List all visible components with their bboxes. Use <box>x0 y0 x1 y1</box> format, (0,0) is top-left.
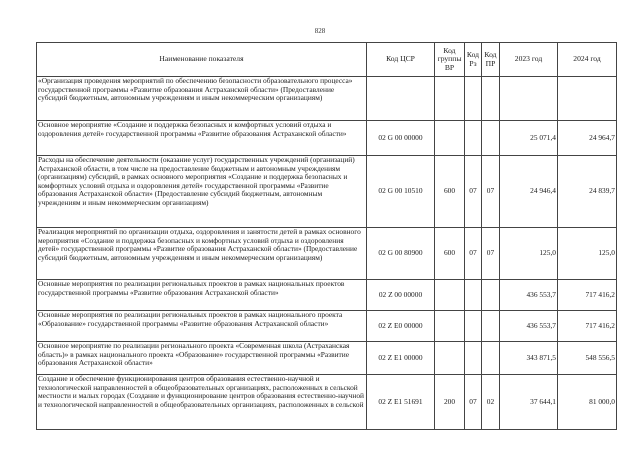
budget-table <box>36 42 617 430</box>
cell-2024: 24 964,7 <box>558 121 617 156</box>
cell-name: Создание и обеспечение функционирования центров образования естественно-научной и технологической направленностей в общеобразовательных организациях, расположенных в сельской местности и малых городах (Создание и функционирование центров образования естественно-научной и технологической направленностей в общеобразовательных организациях, расположенных в сельской <box>37 375 367 430</box>
cell-2024: 548 556,5 <box>558 342 617 375</box>
cell-pr <box>482 342 500 375</box>
cell-rz: 07 <box>465 156 482 228</box>
cell-2024: 717 416,2 <box>558 280 617 311</box>
cell-rz <box>465 121 482 156</box>
cell-2023 <box>500 77 558 121</box>
cell-rz <box>465 280 482 311</box>
table-row <box>37 121 617 156</box>
page-number: 828 <box>314 27 326 35</box>
cell-csr: 02 Z E1 00000 <box>367 342 435 375</box>
cell-name: Основное мероприятие по реализации регионального проекта «Современная школа (Астраханская область)» в рамках национального проекта «Образование» государственной программы «Развитие образования Астраханской области» <box>37 342 367 375</box>
cell-pr <box>482 77 500 121</box>
cell-2023: 125,0 <box>500 228 558 280</box>
cell-vr <box>435 121 465 156</box>
cell-csr: 02 Z E0 00000 <box>367 311 435 342</box>
cell-name: Основные мероприятия по реализации региональных проектов в рамках национальных проектов государственной программы «Развитие образования Астраханской области» <box>37 280 367 311</box>
cell-csr: 02 G 00 10510 <box>367 156 435 228</box>
cell-pr <box>482 311 500 342</box>
cell-vr: 600 <box>435 156 465 228</box>
header-2024: 2024 год <box>558 43 617 77</box>
cell-name: Основное мероприятие «Создание и поддержка безопасных и комфортных условий отдыха и оздоровления детей» государственной программы «Развитие образования Астраханской области» <box>37 121 367 156</box>
cell-vr: 200 <box>435 375 465 430</box>
header-name: Наименование показателя <box>37 43 367 77</box>
table-row <box>37 156 617 228</box>
table-row <box>37 311 617 342</box>
cell-2023: 24 946,4 <box>500 156 558 228</box>
cell-2024: 81 000,0 <box>558 375 617 430</box>
cell-2024: 125,0 <box>558 228 617 280</box>
header-2023: 2023 год <box>500 43 558 77</box>
cell-rz <box>465 311 482 342</box>
cell-pr: 07 <box>482 156 500 228</box>
table-row <box>37 77 617 121</box>
cell-pr: 07 <box>482 228 500 280</box>
cell-2023: 436 553,7 <box>500 280 558 311</box>
cell-pr: 02 <box>482 375 500 430</box>
cell-rz <box>465 342 482 375</box>
cell-2024: 717 416,2 <box>558 311 617 342</box>
cell-2024 <box>558 77 617 121</box>
table-row <box>37 280 617 311</box>
table-row <box>37 342 617 375</box>
header-row <box>37 43 617 77</box>
header-pr: Код ПР <box>482 43 500 77</box>
cell-name: Основные мероприятия по реализации региональных проектов в рамках национального проекта «Образование» государственной программы «Развитие образования Астраханской области» <box>37 311 367 342</box>
header-rz: Код Рз <box>465 43 482 77</box>
cell-csr: 02 G 00 80900 <box>367 228 435 280</box>
cell-2023: 25 071,4 <box>500 121 558 156</box>
cell-name: Реализация мероприятий по организации отдыха, оздоровления и занятости детей в рамках основного мероприятия «Создание и поддержка безопасных и комфортных условий отдыха и оздоровления детей» государственной программы «Развитие образования Астраханской области» (Предоставление субсидий бюджетным, автономным учреждениям и иным некоммерческим организациям) <box>37 228 367 280</box>
table-row <box>37 375 617 430</box>
cell-2023: 37 644,1 <box>500 375 558 430</box>
cell-rz <box>465 77 482 121</box>
cell-vr <box>435 342 465 375</box>
cell-2023: 343 871,5 <box>500 342 558 375</box>
cell-csr <box>367 77 435 121</box>
cell-csr: 02 G 00 00000 <box>367 121 435 156</box>
cell-2023: 436 553,7 <box>500 311 558 342</box>
cell-csr: 02 Z 00 00000 <box>367 280 435 311</box>
cell-name: Расходы на обеспечение деятельности (оказание услуг) государственных учреждений (организаций) Астраханской области, в том числе на предоставление бюджетным и автономным учреждениям (организациям) субсидий, в рамках основного мероприятия «Создание и поддержка безопасных и комфортных условий отдыха и оздоровления детей» государственной программы «Развитие образования Астраханской области» (Предоставление субсидий бюджетным, автономным учреждениям и иным некоммерческим организациям) <box>37 156 367 228</box>
cell-vr <box>435 280 465 311</box>
cell-rz: 07 <box>465 375 482 430</box>
cell-pr <box>482 121 500 156</box>
header-csr: Код ЦСР <box>367 43 435 77</box>
header-vr: Код группы ВР <box>435 43 465 77</box>
table-row <box>37 228 617 280</box>
cell-vr <box>435 311 465 342</box>
cell-csr: 02 Z E1 51691 <box>367 375 435 430</box>
cell-2024: 24 839,7 <box>558 156 617 228</box>
cell-pr <box>482 280 500 311</box>
cell-vr <box>435 77 465 121</box>
cell-name: «Организация проведения мероприятий по обеспечению безопасности образовательного процесса» государственной программы «Развитие образования Астраханской области» (Предоставление субсидий бюджетным, автономным учреждениям и иным некоммерческим организациям) <box>37 77 367 121</box>
cell-vr: 600 <box>435 228 465 280</box>
cell-rz: 07 <box>465 228 482 280</box>
